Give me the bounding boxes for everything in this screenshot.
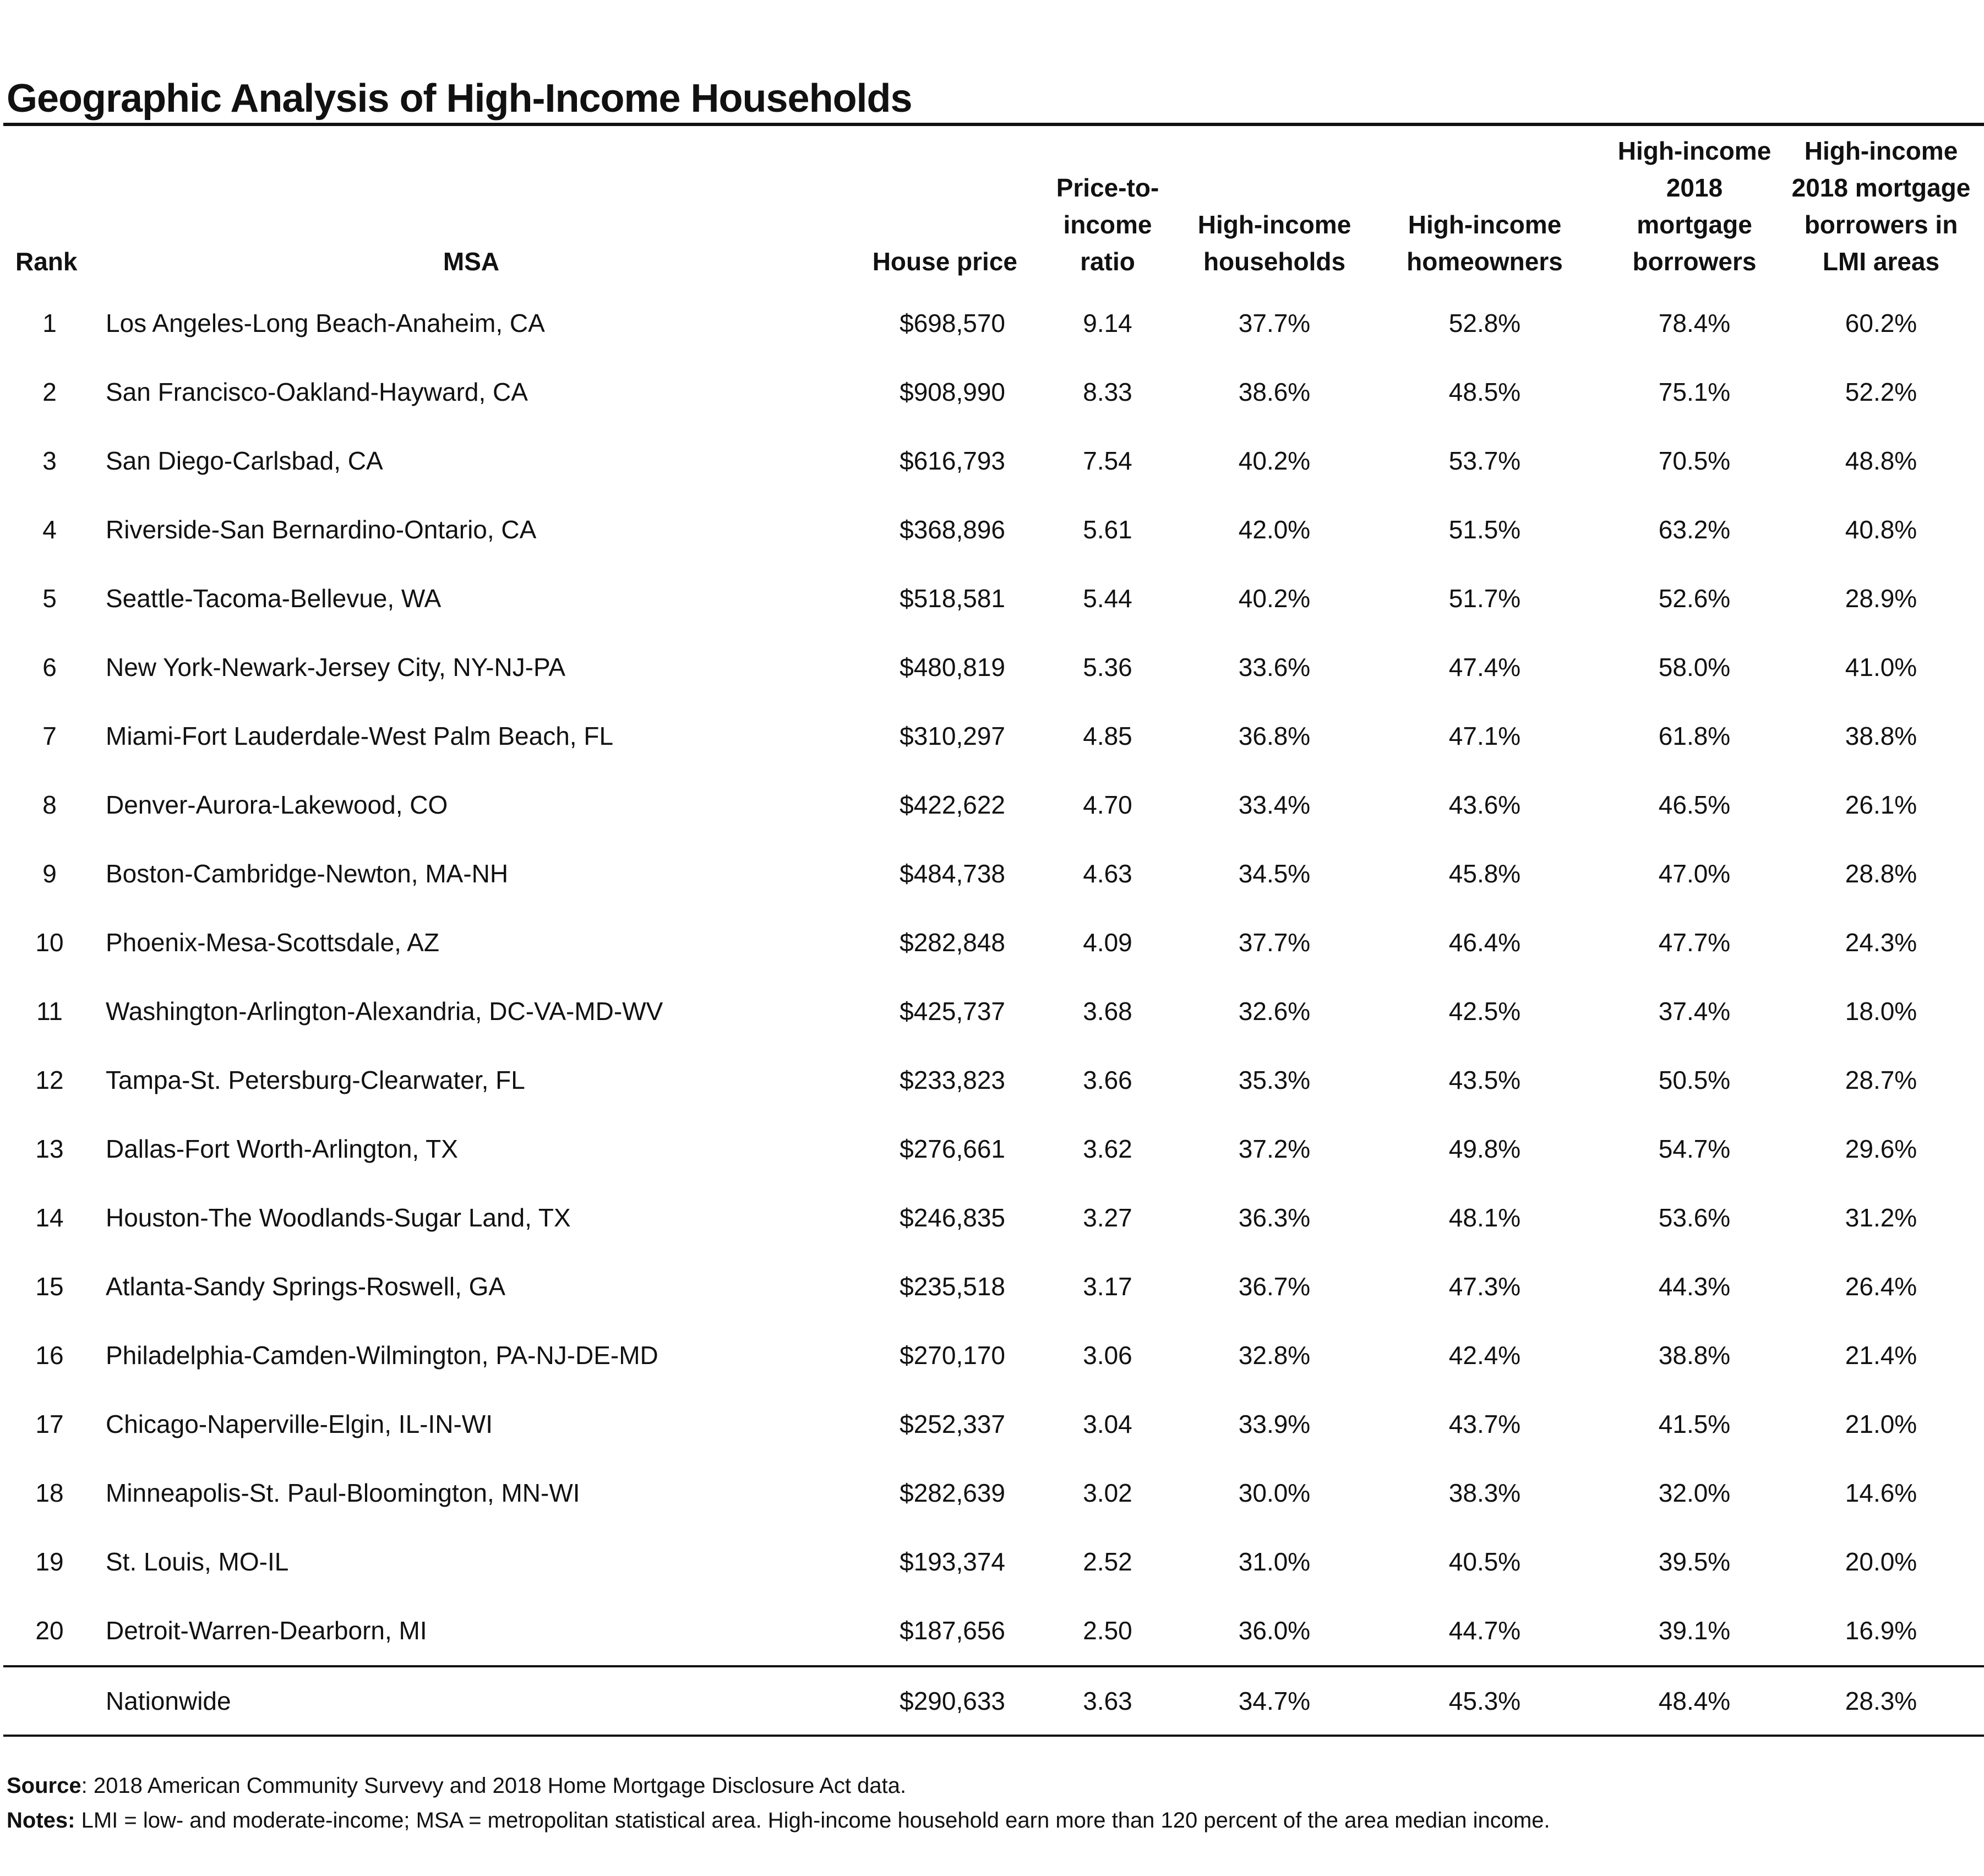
cell-msa: Atlanta-Sandy Springs-Roswell, GA	[106, 1272, 506, 1301]
cell-homeowners: 51.5%	[1448, 515, 1521, 544]
table-row	[3, 1184, 1984, 1252]
table-row	[3, 1390, 1984, 1459]
cell-rank: 5	[42, 584, 57, 613]
cell-borrowers: 50.5%	[1658, 1066, 1731, 1094]
cell-homeowners: 45.8%	[1448, 859, 1521, 888]
cell-borrowers: 75.1%	[1658, 378, 1731, 406]
cell-households: 36.8%	[1238, 722, 1311, 750]
cell-households: 40.2%	[1238, 584, 1311, 613]
cell-homeowners: 49.8%	[1448, 1135, 1521, 1163]
cell-house-price: $270,170	[900, 1341, 1005, 1370]
cell-house-price: $233,823	[900, 1066, 1005, 1094]
cell-borrowers: 54.7%	[1658, 1135, 1731, 1163]
cell-homeowners: 48.1%	[1448, 1203, 1521, 1232]
cell-msa: New York-Newark-Jersey City, NY-NJ-PA	[106, 653, 566, 681]
cell-msa: Washington-Arlington-Alexandria, DC-VA-MD-WV	[106, 997, 663, 1026]
cell-house-price: $484,738	[900, 859, 1005, 888]
cell-borrowers: 53.6%	[1658, 1203, 1731, 1232]
cell-lmi: 20.0%	[1845, 1547, 1917, 1576]
cell-ratio: 5.44	[1083, 584, 1132, 613]
cell-rank: 8	[42, 790, 57, 819]
cell-homeowners: 47.3%	[1448, 1272, 1521, 1301]
cell-households: 31.0%	[1238, 1547, 1311, 1576]
cell-msa: Seattle-Tacoma-Bellevue, WA	[106, 584, 442, 613]
cell-rank: 12	[35, 1066, 64, 1094]
cell-rank: 4	[42, 515, 57, 544]
cell-households: 34.5%	[1238, 859, 1311, 888]
table-row	[3, 771, 1984, 839]
cell-lmi: 14.6%	[1845, 1479, 1917, 1507]
cell-homeowners: 44.7%	[1448, 1616, 1521, 1645]
cell-house-price: $246,835	[900, 1203, 1005, 1232]
cell-borrowers: 52.6%	[1658, 584, 1731, 613]
table-row	[3, 427, 1984, 495]
cell-ratio: 4.70	[1083, 790, 1132, 819]
cell-ratio: 3.27	[1083, 1203, 1132, 1232]
cell-ratio: 3.68	[1083, 997, 1132, 1026]
cell-lmi: 26.1%	[1845, 790, 1917, 819]
cell-ratio: 2.52	[1083, 1547, 1132, 1576]
cell-rank: 1	[42, 309, 57, 337]
cell-house-price: $422,622	[900, 790, 1005, 819]
table-row	[3, 1528, 1984, 1596]
cell-msa: Phoenix-Mesa-Scottsdale, AZ	[106, 928, 439, 957]
cell-house-price: $282,639	[900, 1479, 1005, 1507]
cell-msa: Boston-Cambridge-Newton, MA-NH	[106, 859, 509, 888]
cell-msa: Miami-Fort Lauderdale-West Palm Beach, FL	[106, 722, 614, 750]
cell-ratio: 5.36	[1083, 653, 1132, 681]
cell-house-price: $282,848	[900, 928, 1005, 957]
header-row	[3, 126, 1984, 283]
cell-lmi: 24.3%	[1845, 928, 1917, 957]
table-row	[3, 1252, 1984, 1321]
cell-homeowners: 43.5%	[1448, 1066, 1521, 1094]
cell-ratio: 8.33	[1083, 378, 1132, 406]
cell-lmi: 18.0%	[1845, 997, 1917, 1026]
cell-lmi: 40.8%	[1845, 515, 1917, 544]
cell-msa: Denver-Aurora-Lakewood, CO	[106, 790, 448, 819]
cell-households: 32.8%	[1238, 1341, 1311, 1370]
cell-rank: 3	[42, 446, 57, 475]
cell-households: 33.9%	[1238, 1410, 1311, 1438]
header-lmi-borrowers: High-income 2018 mortgage borrowers in LMI areas	[1791, 137, 1971, 276]
cell-ratio: 3.62	[1083, 1135, 1132, 1163]
cell-rank: 10	[35, 928, 64, 957]
nationwide-row	[3, 1666, 1984, 1736]
cell-lmi: 26.4%	[1845, 1272, 1917, 1301]
cell-borrowers: 41.5%	[1658, 1410, 1731, 1438]
cell-msa: Nationwide	[96, 1666, 847, 1736]
cell-lmi: 28.3%	[1778, 1666, 1984, 1736]
cell-rank: 7	[42, 722, 57, 750]
cell-ratio: 3.66	[1083, 1066, 1132, 1094]
cell-rank: 2	[42, 378, 57, 406]
cell-ratio: 5.61	[1083, 515, 1132, 544]
cell-households: 38.6%	[1238, 378, 1311, 406]
cell-borrowers: 46.5%	[1658, 790, 1731, 819]
cell-ratio: 4.09	[1083, 928, 1132, 957]
cell-house-price: $290,633	[847, 1666, 1025, 1736]
cell-households: 33.4%	[1238, 790, 1311, 819]
table-row	[3, 358, 1984, 427]
cell-house-price: $425,737	[900, 997, 1005, 1026]
notes	[7, 1808, 1550, 1833]
cell-lmi: 21.4%	[1845, 1341, 1917, 1370]
page-title: Geographic Analysis of High-Income Households	[7, 77, 912, 121]
cell-msa: Detroit-Warren-Dearborn, MI	[106, 1616, 427, 1645]
cell-ratio: 7.54	[1083, 446, 1132, 475]
cell-homeowners: 43.7%	[1448, 1410, 1521, 1438]
table-row	[3, 1459, 1984, 1528]
cell-homeowners: 52.8%	[1448, 309, 1521, 337]
cell-house-price: $252,337	[900, 1410, 1005, 1438]
cell-house-price: $193,374	[900, 1547, 1005, 1576]
header-high-income-households: High-income households	[1197, 210, 1351, 276]
table-row	[3, 977, 1984, 1046]
cell-borrowers: 48.4%	[1611, 1666, 1778, 1736]
cell-lmi: 52.2%	[1845, 378, 1917, 406]
cell-rank: 19	[35, 1547, 64, 1576]
cell-house-price: $518,581	[900, 584, 1005, 613]
cell-homeowners: 42.4%	[1448, 1341, 1521, 1370]
cell-homeowners: 51.7%	[1448, 584, 1521, 613]
cell-msa: St. Louis, MO-IL	[106, 1547, 289, 1576]
cell-homeowners: 48.5%	[1448, 378, 1521, 406]
cell-msa: Chicago-Naperville-Elgin, IL-IN-WI	[106, 1410, 493, 1438]
source-label: Source	[7, 1774, 81, 1798]
cell-rank: 11	[36, 997, 63, 1026]
cell-house-price: $310,297	[900, 722, 1005, 750]
table-row	[3, 633, 1984, 702]
cell-house-price: $908,990	[900, 378, 1005, 406]
cell-borrowers: 44.3%	[1658, 1272, 1731, 1301]
cell-ratio: 9.14	[1083, 309, 1132, 337]
cell-lmi: 28.8%	[1845, 859, 1917, 888]
cell-rank: 20	[35, 1616, 64, 1645]
cell-households: 37.7%	[1238, 309, 1311, 337]
cell-households: 35.3%	[1238, 1066, 1311, 1094]
cell-rank	[3, 1666, 96, 1736]
cell-rank: 17	[35, 1410, 64, 1438]
cell-homeowners: 53.7%	[1448, 446, 1521, 475]
header-house-price: House price	[872, 247, 1017, 276]
table-row	[3, 839, 1984, 908]
notes-text: LMI = low- and moderate-income; MSA = metropolitan statistical area. High-income household earn more than 120 percent of the area median income.	[75, 1808, 1550, 1833]
cell-borrowers: 61.8%	[1658, 722, 1731, 750]
cell-msa: San Diego-Carlsbad, CA	[106, 446, 383, 475]
header-mortgage-borrowers: High-income 2018 mortgage borrowers	[1617, 137, 1772, 276]
cell-households: 37.2%	[1238, 1135, 1311, 1163]
header-msa: MSA	[443, 247, 500, 276]
cell-house-price: $368,896	[900, 515, 1005, 544]
cell-house-price: $276,661	[900, 1135, 1005, 1163]
source-text: : 2018 American Community Survevy and 2018 Home Mortgage Disclosure Act data.	[81, 1774, 907, 1798]
cell-lmi: 16.9%	[1845, 1616, 1917, 1645]
data-table	[3, 126, 1984, 1737]
cell-homeowners: 47.1%	[1448, 722, 1521, 750]
table-row	[3, 1115, 1984, 1184]
cell-rank: 15	[35, 1272, 64, 1301]
cell-households: 40.2%	[1238, 446, 1311, 475]
table-row	[3, 564, 1984, 633]
cell-rank: 6	[42, 653, 57, 681]
cell-msa: Tampa-St. Petersburg-Clearwater, FL	[106, 1066, 525, 1094]
table-row	[3, 495, 1984, 564]
cell-borrowers: 47.0%	[1658, 859, 1731, 888]
cell-ratio: 3.04	[1083, 1410, 1132, 1438]
cell-households: 33.6%	[1238, 653, 1311, 681]
cell-rank: 14	[35, 1203, 64, 1232]
cell-borrowers: 39.1%	[1658, 1616, 1731, 1645]
cell-house-price: $616,793	[900, 446, 1005, 475]
cell-households: 30.0%	[1238, 1479, 1311, 1507]
cell-ratio: 3.02	[1083, 1479, 1132, 1507]
cell-lmi: 21.0%	[1845, 1410, 1917, 1438]
cell-borrowers: 32.0%	[1658, 1479, 1731, 1507]
table-row	[3, 1596, 1984, 1666]
notes-label: Notes:	[7, 1808, 75, 1833]
cell-borrowers: 63.2%	[1658, 515, 1731, 544]
cell-households: 36.7%	[1238, 1272, 1311, 1301]
cell-lmi: 28.9%	[1845, 584, 1917, 613]
cell-ratio: 3.63	[1025, 1666, 1190, 1736]
cell-rank: 16	[35, 1341, 64, 1370]
cell-lmi: 31.2%	[1845, 1203, 1917, 1232]
cell-homeowners: 45.3%	[1359, 1666, 1611, 1736]
cell-msa: Los Angeles-Long Beach-Anaheim, CA	[106, 309, 545, 337]
cell-msa: Riverside-San Bernardino-Ontario, CA	[106, 515, 537, 544]
cell-msa: San Francisco-Oakland-Hayward, CA	[106, 378, 528, 406]
cell-lmi: 41.0%	[1845, 653, 1917, 681]
cell-msa: Minneapolis-St. Paul-Bloomington, MN-WI	[106, 1479, 580, 1507]
cell-lmi: 29.6%	[1845, 1135, 1917, 1163]
cell-homeowners: 38.3%	[1448, 1479, 1521, 1507]
cell-house-price: $480,819	[900, 653, 1005, 681]
cell-ratio: 4.85	[1083, 722, 1132, 750]
cell-homeowners: 43.6%	[1448, 790, 1521, 819]
source-note	[7, 1774, 906, 1798]
table-row	[3, 1046, 1984, 1115]
table-row	[3, 283, 1984, 358]
cell-ratio: 4.63	[1083, 859, 1132, 888]
cell-ratio: 3.17	[1083, 1272, 1132, 1301]
cell-house-price: $698,570	[900, 309, 1005, 337]
cell-households: 32.6%	[1238, 997, 1311, 1026]
cell-households: 42.0%	[1238, 515, 1311, 544]
cell-lmi: 28.7%	[1845, 1066, 1917, 1094]
cell-homeowners: 40.5%	[1448, 1547, 1521, 1576]
cell-lmi: 38.8%	[1845, 722, 1917, 750]
header-rank: Rank	[15, 247, 78, 276]
table-row	[3, 908, 1984, 977]
table-body	[3, 283, 1984, 1666]
cell-homeowners: 47.4%	[1448, 653, 1521, 681]
header-price-to-income-ratio: Price-to- income ratio	[1056, 173, 1159, 276]
table-row	[3, 1321, 1984, 1390]
cell-borrowers: 38.8%	[1658, 1341, 1731, 1370]
table-row	[3, 702, 1984, 771]
cell-house-price: $187,656	[900, 1616, 1005, 1645]
cell-msa: Dallas-Fort Worth-Arlington, TX	[106, 1135, 458, 1163]
cell-homeowners: 42.5%	[1448, 997, 1521, 1026]
cell-borrowers: 37.4%	[1658, 997, 1731, 1026]
cell-lmi: 48.8%	[1845, 446, 1917, 475]
cell-households: 36.0%	[1238, 1616, 1311, 1645]
header-high-income-homeowners: High-income homeowners	[1407, 210, 1563, 276]
cell-borrowers: 78.4%	[1658, 309, 1731, 337]
cell-households: 36.3%	[1238, 1203, 1311, 1232]
cell-house-price: $235,518	[900, 1272, 1005, 1301]
cell-borrowers: 70.5%	[1658, 446, 1731, 475]
cell-homeowners: 46.4%	[1448, 928, 1521, 957]
cell-rank: 18	[35, 1479, 64, 1507]
cell-ratio: 2.50	[1083, 1616, 1132, 1645]
cell-households: 34.7%	[1190, 1666, 1359, 1736]
cell-borrowers: 47.7%	[1658, 928, 1731, 957]
cell-borrowers: 58.0%	[1658, 653, 1731, 681]
cell-ratio: 3.06	[1083, 1341, 1132, 1370]
cell-msa: Philadelphia-Camden-Wilmington, PA-NJ-DE-MD	[106, 1341, 658, 1370]
cell-rank: 9	[42, 859, 57, 888]
cell-rank: 13	[35, 1135, 64, 1163]
cell-borrowers: 39.5%	[1658, 1547, 1731, 1576]
cell-lmi: 60.2%	[1845, 309, 1917, 337]
cell-households: 37.7%	[1238, 928, 1311, 957]
cell-msa: Houston-The Woodlands-Sugar Land, TX	[106, 1203, 571, 1232]
